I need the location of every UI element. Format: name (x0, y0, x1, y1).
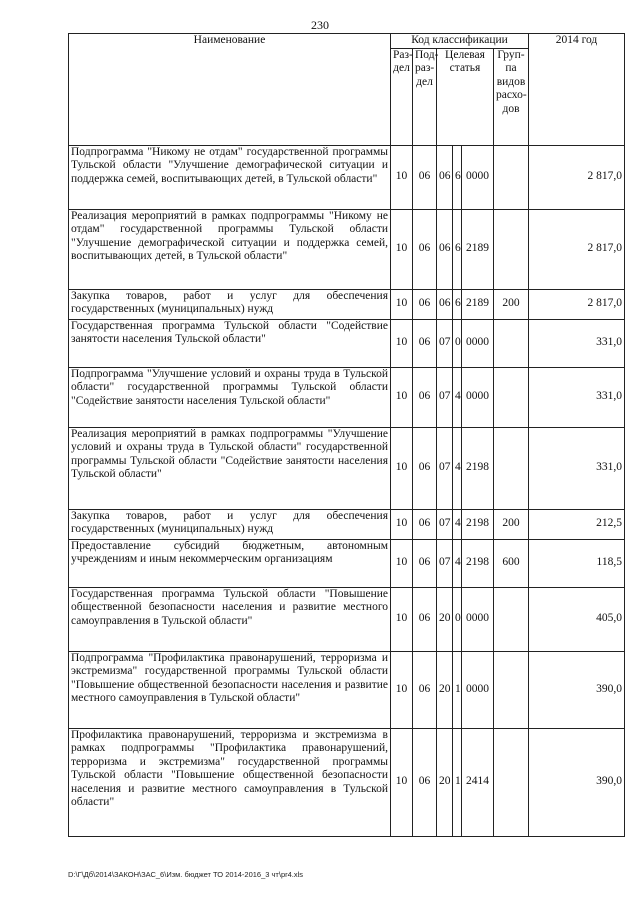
row-razdel: 10 (391, 509, 413, 539)
header-group: Груп-па видов расхо-дов (494, 48, 529, 145)
row-target-direction: 0000 (462, 319, 494, 367)
row-razdel: 10 (391, 319, 413, 367)
table-row (69, 319, 625, 367)
row-amount-2014: 331,0 (529, 367, 625, 427)
row-podrazdel: 06 (413, 728, 437, 836)
row-amount-2014: 405,0 (529, 587, 625, 651)
header-year: 2014 год (529, 34, 625, 146)
row-name: Подпрограмма "Никому не отдам" государственной программы Тульской области "Улучшение демографической ситуации и поддержка семей, воспитывающих детей, в Тульской области" (69, 145, 391, 209)
header-name: Наименование (69, 34, 391, 146)
row-name: Подпрограмма "Профилактика правонарушений, терроризма и экстремизма" государственной программы Тульской области "Повышение общественной безопасности населения и развитие местного самоуправления в Тульской области" (69, 651, 391, 728)
row-expense-group (494, 145, 529, 209)
header-target: Целевая статья (437, 48, 494, 145)
row-target-program: 06 (437, 209, 453, 289)
row-expense-group: 600 (494, 539, 529, 587)
row-target-subprogram: 6 (453, 209, 462, 289)
row-amount-2014: 390,0 (529, 728, 625, 836)
table-row (69, 539, 625, 587)
header-classification: Код классификации (391, 34, 529, 49)
row-target-subprogram: 0 (453, 587, 462, 651)
row-razdel: 10 (391, 427, 413, 509)
table-row (69, 145, 625, 209)
row-expense-group (494, 587, 529, 651)
row-target-program: 20 (437, 651, 453, 728)
table-row (69, 367, 625, 427)
row-expense-group: 200 (494, 509, 529, 539)
row-target-program: 07 (437, 367, 453, 427)
row-amount-2014: 212,5 (529, 509, 625, 539)
row-podrazdel: 06 (413, 367, 437, 427)
row-name: Государственная программа Тульской области "Содействие занятости населения Тульской области" (69, 319, 391, 367)
row-expense-group: 200 (494, 289, 529, 319)
budget-table (68, 33, 625, 837)
row-target-subprogram: 4 (453, 539, 462, 587)
row-amount-2014: 390,0 (529, 651, 625, 728)
row-target-subprogram: 4 (453, 367, 462, 427)
header-podrazdel: Под-раз-дел (413, 48, 437, 145)
table-row (69, 728, 625, 836)
row-target-direction: 2198 (462, 539, 494, 587)
row-target-direction: 0000 (462, 145, 494, 209)
row-expense-group (494, 319, 529, 367)
row-expense-group (494, 427, 529, 509)
row-target-subprogram: 4 (453, 509, 462, 539)
row-razdel: 10 (391, 209, 413, 289)
row-target-subprogram: 0 (453, 319, 462, 367)
row-razdel: 10 (391, 539, 413, 587)
row-podrazdel: 06 (413, 651, 437, 728)
row-expense-group (494, 367, 529, 427)
row-target-program: 20 (437, 587, 453, 651)
row-name: Профилактика правонарушений, терроризма и экстремизма в рамках подпрограммы "Профилактика правонарушений, терроризма и экстремизма" государственной программы Тульской области "Повышение общественной безопасности населения и развитие местного самоуправления в Тульской области" (69, 728, 391, 836)
row-target-direction: 2189 (462, 209, 494, 289)
row-podrazdel: 06 (413, 289, 437, 319)
table-row (69, 651, 625, 728)
row-target-program: 07 (437, 539, 453, 587)
row-podrazdel: 06 (413, 427, 437, 509)
row-name: Закупка товаров, работ и услуг для обеспечения государственных (муниципальных) нужд (69, 509, 391, 539)
row-amount-2014: 2 817,0 (529, 145, 625, 209)
row-podrazdel: 06 (413, 319, 437, 367)
row-razdel: 10 (391, 289, 413, 319)
row-razdel: 10 (391, 367, 413, 427)
row-target-direction: 2198 (462, 427, 494, 509)
row-target-subprogram: 1 (453, 728, 462, 836)
row-expense-group (494, 651, 529, 728)
row-amount-2014: 118,5 (529, 539, 625, 587)
row-name: Закупка товаров, работ и услуг для обеспечения государственных (муниципальных) нужд (69, 289, 391, 319)
row-amount-2014: 2 817,0 (529, 209, 625, 289)
row-target-direction: 2414 (462, 728, 494, 836)
table-row (69, 509, 625, 539)
row-target-subprogram: 4 (453, 427, 462, 509)
row-podrazdel: 06 (413, 145, 437, 209)
row-target-program: 07 (437, 427, 453, 509)
table-row (69, 289, 625, 319)
row-podrazdel: 06 (413, 587, 437, 651)
row-target-direction: 0000 (462, 367, 494, 427)
row-amount-2014: 331,0 (529, 319, 625, 367)
header-razdel: Раз-дел (391, 48, 413, 145)
row-podrazdel: 06 (413, 509, 437, 539)
row-target-program: 07 (437, 509, 453, 539)
page-number: 230 (311, 18, 329, 32)
row-name: Реализация мероприятий в рамках подпрограммы "Улучшение условий и охраны труда в Тульской области" государственной программы Тульской области "Содействие занятости населения Тульской области" (69, 427, 391, 509)
row-razdel: 10 (391, 728, 413, 836)
row-podrazdel: 06 (413, 209, 437, 289)
row-target-subprogram: 6 (453, 145, 462, 209)
row-target-subprogram: 1 (453, 651, 462, 728)
row-amount-2014: 331,0 (529, 427, 625, 509)
row-target-program: 20 (437, 728, 453, 836)
row-razdel: 10 (391, 587, 413, 651)
row-target-direction: 2198 (462, 509, 494, 539)
row-target-direction: 0000 (462, 651, 494, 728)
row-name: Предоставление субсидий бюджетным, автономным учреждениям и иным некоммерческим организациям (69, 539, 391, 587)
row-name: Реализация мероприятий в рамках подпрограммы "Никому не отдам" государственной программы Тульской области "Улучшение демографической ситуации и поддержка семей, воспитывающих детей, в Тульской области" (69, 209, 391, 289)
row-podrazdel: 06 (413, 539, 437, 587)
table-row (69, 209, 625, 289)
table-body (69, 145, 625, 836)
row-target-program: 06 (437, 289, 453, 319)
table-row (69, 587, 625, 651)
row-expense-group (494, 728, 529, 836)
row-target-subprogram: 6 (453, 289, 462, 319)
row-razdel: 10 (391, 651, 413, 728)
row-target-direction: 0000 (462, 587, 494, 651)
row-razdel: 10 (391, 145, 413, 209)
table-row (69, 427, 625, 509)
row-expense-group (494, 209, 529, 289)
row-target-direction: 2189 (462, 289, 494, 319)
row-name: Подпрограмма "Улучшение условий и охраны труда в Тульской области" государственной программы Тульской области "Содействие занятости населения Тульской области" (69, 367, 391, 427)
row-name: Государственная программа Тульской области "Повышение общественной безопасности населения и развитие местного самоуправления в Тульской области" (69, 587, 391, 651)
row-target-program: 07 (437, 319, 453, 367)
file-path-footer: D:\Г\Дб\2014\ЗАКОН\ЗАС_6\Изм. бюджет ТО 2014-2016_3 чт\pr4.xls (68, 870, 304, 879)
row-amount-2014: 2 817,0 (529, 289, 625, 319)
row-target-program: 06 (437, 145, 453, 209)
